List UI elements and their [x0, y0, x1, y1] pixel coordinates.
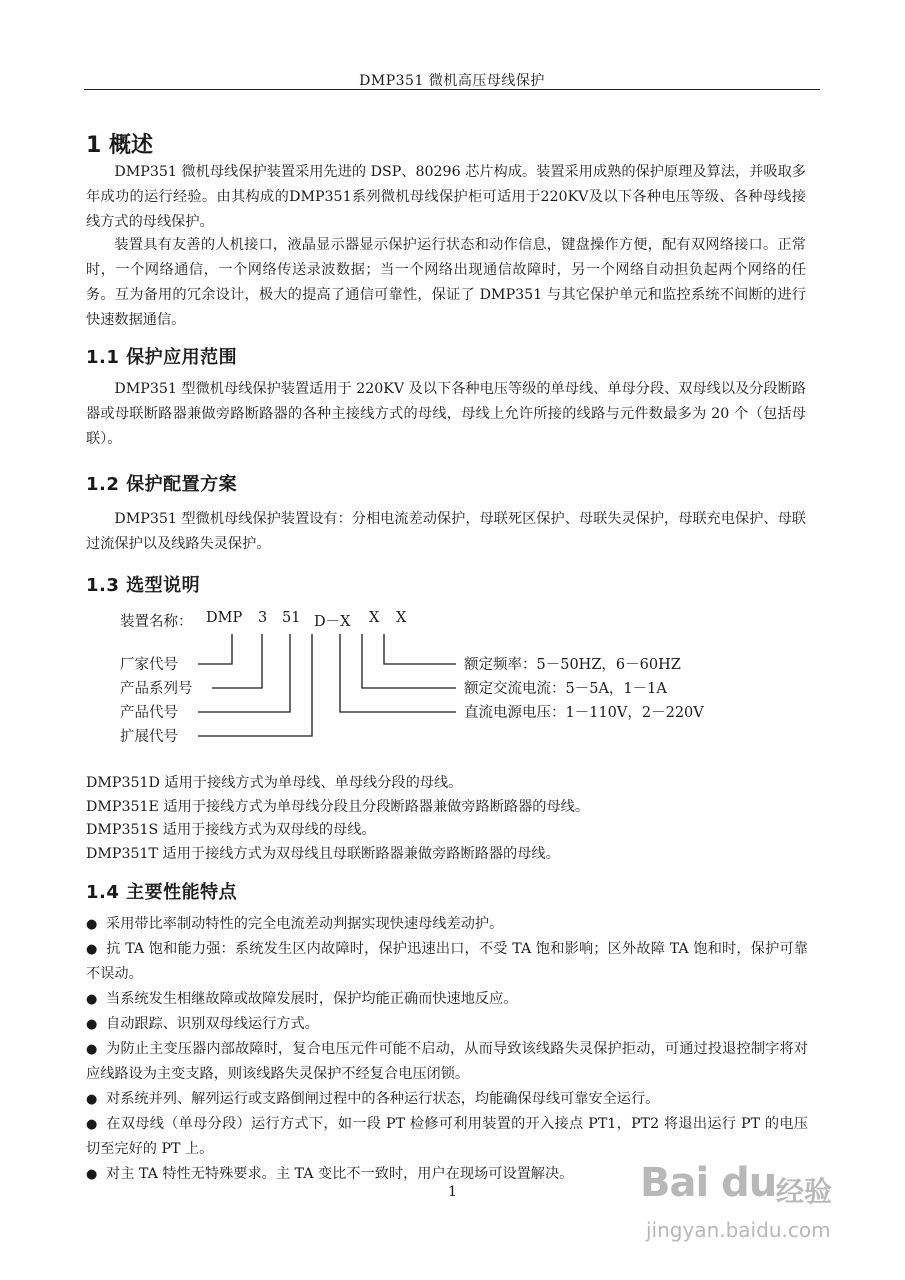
connector-ac-current [362, 634, 456, 688]
section-heading-features: 1.4 主要性能特点 [86, 882, 238, 903]
label-dc-supply-voltage: 直流电源电压：1－110V，2－220V [464, 705, 704, 721]
overview-paragraph-1: DMP351 微机母线保护装置采用先进的 DSP、80296 芯片构成。装置采用成熟的保护原理及算法，并吸取多年成功的运行经验。由其构成的DMP351系列微机母线保护柜可适用于220KV及以下各种电压等级、各种母线接线方式的母线保护。 [86, 164, 806, 230]
baidu-logo: Bai du [640, 1160, 777, 1206]
header-rule [84, 89, 820, 90]
bullet-icon: ● [86, 992, 98, 1007]
section-heading-scope: 1.1 保护应用范围 [86, 347, 238, 368]
section-heading-overview: 1 概述 [86, 133, 153, 158]
code-part-dmp: DMP [206, 610, 243, 626]
bullet-icon: ● [86, 1042, 98, 1057]
scope-paragraph: DMP351 型微机母线保护装置适用于 220KV 及以下各种电压等级的单母线、单母分段、双母线以及分段断路器或母联断路器兼做旁路断路器的各种主接线方式的母线，母线上允许所接的线路与元件数最多为 20 个（包括母联）。 [86, 381, 806, 447]
baidu-jingyan-watermark [640, 1160, 870, 1255]
feature-list [86, 912, 808, 1187]
page-header: DMP351 微机高压母线保护 [359, 73, 545, 89]
connector-extension [198, 634, 312, 736]
code-part-d-x: D－X [314, 614, 351, 630]
overview-paragraph-2: 装置具有友善的人机接口，液晶显示器显示保护运行状态和动作信息，键盘操作方便，配有双网络接口。正常时，一个网络通信，一个网络传送录波数据；当一个网络出现通信故障时，另一个网络自动担负起两个网络的任务。互为备用的冗余设计，极大的提高了通信可靠性，保证了 DMP351 与其它保护单元和监控系统不间断的进行快速数据通信。 [86, 237, 806, 328]
label-manufacturer-code: 厂家代号 [120, 657, 178, 673]
variant-d: DMP351D 适用于接线方式为单母线、单母线分段的母线。 [86, 775, 463, 791]
variant-t: DMP351T 适用于接线方式为双母线且母联断路器兼做旁路断路器的母线。 [86, 845, 560, 862]
label-product-code: 产品代号 [120, 705, 178, 721]
bullet-icon: ● [86, 917, 98, 932]
variant-list [86, 772, 806, 866]
label-rated-frequency: 额定频率：5－50HZ，6－60HZ [464, 657, 681, 673]
bullet-icon: ● [86, 1117, 98, 1132]
list-item: ● 自动跟踪、识别双母线运行方式。 [86, 1012, 808, 1037]
list-item: ● 采用带比率制动特性的完全电流差动判据实现快速母线差动护。 [86, 912, 808, 937]
connector-dc-voltage [340, 634, 456, 712]
connector-series [212, 634, 262, 688]
code-part-x2: X [369, 610, 380, 626]
bullet-icon: ● [86, 942, 98, 957]
page-number: 1 [448, 1184, 457, 1200]
section-heading-model: 1.3 选型说明 [86, 575, 201, 596]
label-rated-ac-current: 额定交流电流：5－5A，1－1A [464, 681, 667, 697]
label-extension-code: 扩展代号 [120, 729, 178, 745]
device-name-label: 装置名称： [120, 614, 193, 630]
connector-manufacturer [198, 634, 232, 664]
bullet-icon: ● [86, 1017, 98, 1032]
bullet-icon: ● [86, 1167, 98, 1182]
list-item: ● 抗 TA 饱和能力强：系统发生区内故障时，保护迅速出口，不受 TA 饱和影响；区外故障 TA 饱和时，保护可靠不误动。 [86, 937, 808, 987]
code-part-3: 3 [258, 610, 268, 626]
list-item: ● 对系统并列、解列运行或支路倒闸过程中的各种运行状态，均能确保母线可靠安全运行。 [86, 1087, 808, 1112]
bullet-icon: ● [86, 1092, 98, 1107]
code-part-51: 51 [282, 610, 301, 626]
watermark-url: jingyan.baidu.com [646, 1218, 831, 1242]
connector-frequency [384, 634, 456, 664]
connector-product [198, 634, 290, 712]
config-paragraph: DMP351 型微机母线保护装置设有：分相电流差动保护，母联死区保护、母联失灵保护，母联充电保护、母联过流保护以及线路失灵保护。 [86, 511, 806, 552]
section-heading-config: 1.2 保护配置方案 [86, 474, 238, 495]
list-item: ● 对主 TA 特性无特殊要求。主 TA 变比不一致时，用户在现场可设置解决。 [86, 1162, 808, 1187]
list-item: ● 当系统发生相继故障或故障发展时，保护均能正确而快速地反应。 [86, 987, 808, 1012]
list-item: ● 在双母线（单母分段）运行方式下，如一段 PT 检修可利用装置的开入接点 PT1，PT2 将退出运行 PT 的电压切至完好的 PT 上。 [86, 1112, 808, 1162]
variant-s: DMP351S 适用于接线方式为双母线的母线。 [86, 822, 376, 838]
variant-e: DMP351E 适用于接线方式为单母线分段且分段断路器兼做旁路断路器的母线。 [86, 798, 590, 815]
jingyan-logo-text: 经验 [776, 1175, 833, 1208]
label-series-code: 产品系列号 [120, 681, 193, 697]
list-item: ● 为防止主变压器内部故障时，复合电压元件可能不启动，从而导致该线路失灵保护拒动，可通过投退控制字将对应线路设为主变支路，则该线路失灵保护不经复合电压闭锁。 [86, 1037, 808, 1087]
code-part-x3: X [396, 610, 407, 626]
